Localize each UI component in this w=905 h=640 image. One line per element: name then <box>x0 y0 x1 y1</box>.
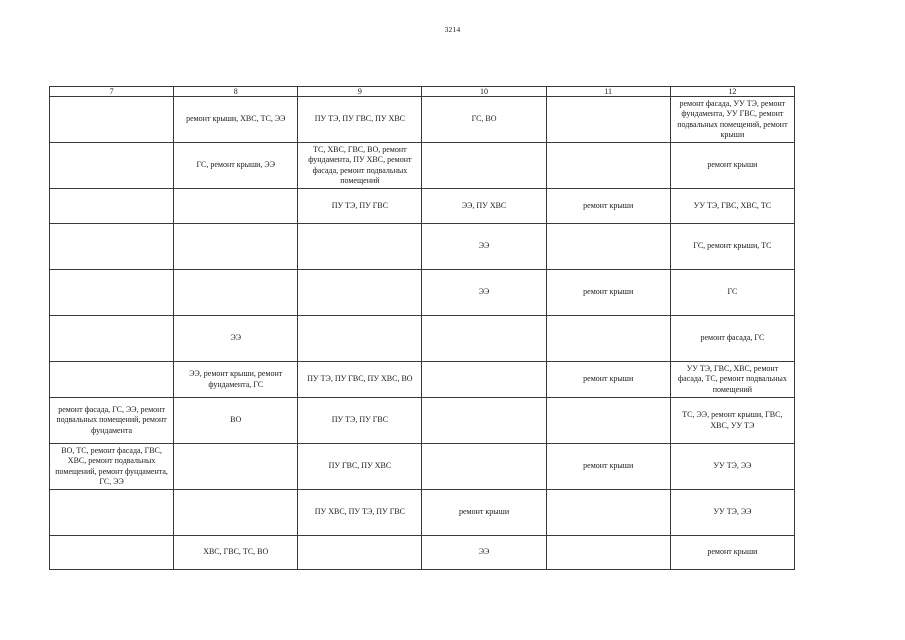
column-header: 10 <box>422 87 546 97</box>
column-header: 9 <box>298 87 422 97</box>
table-cell <box>546 490 670 536</box>
table-row <box>50 536 795 570</box>
table-cell <box>50 143 174 189</box>
table-header-row <box>50 87 795 97</box>
table-cell: ГС <box>670 270 794 316</box>
table-cell: УУ ТЭ, ГВС, ХВС, ТС <box>670 189 794 224</box>
table-cell: ремонт крыши <box>422 490 546 536</box>
table-row <box>50 97 795 143</box>
table-row <box>50 189 795 224</box>
repair-table <box>49 86 795 570</box>
table-cell <box>422 362 546 398</box>
table-cell <box>50 224 174 270</box>
table-row <box>50 444 795 490</box>
table-cell: ПУ ТЭ, ПУ ГВС <box>298 398 422 444</box>
column-header: 12 <box>670 87 794 97</box>
table-cell <box>546 316 670 362</box>
table-cell <box>174 444 298 490</box>
table-row <box>50 362 795 398</box>
table-row <box>50 398 795 444</box>
table-cell <box>298 224 422 270</box>
table-cell <box>422 444 546 490</box>
table-row <box>50 490 795 536</box>
table-cell: ЭЭ <box>422 224 546 270</box>
table-cell <box>422 143 546 189</box>
table-cell: ремонт фасада, ГС <box>670 316 794 362</box>
table-cell: ремонт фасада, УУ ТЭ, ремонт фундамента, УУ ГВС, ремонт подвальных помещений, ремонт крыши <box>670 97 794 143</box>
table-cell: ремонт крыши <box>546 362 670 398</box>
page-number: 3214 <box>444 25 461 34</box>
table-cell <box>422 398 546 444</box>
table-cell: ЭЭ <box>422 536 546 570</box>
table-cell: УУ ТЭ, ЭЭ <box>670 490 794 536</box>
table-cell: ПУ ТЭ, ПУ ГВС, ПУ ХВС <box>298 97 422 143</box>
table-row <box>50 224 795 270</box>
table-cell <box>174 189 298 224</box>
table-cell: ГС, ремонт крыши, ЭЭ <box>174 143 298 189</box>
table-cell <box>174 490 298 536</box>
table-cell: ремонт крыши <box>670 536 794 570</box>
table-cell <box>50 362 174 398</box>
table-cell: ЭЭ <box>422 270 546 316</box>
column-header: 8 <box>174 87 298 97</box>
table-cell: ГС, ВО <box>422 97 546 143</box>
table-cell: ТС, ЭЭ, ремонт крыши, ГВС, ХВС, УУ ТЭ <box>670 398 794 444</box>
table-cell <box>174 224 298 270</box>
table-cell: ЭЭ <box>174 316 298 362</box>
table-cell <box>50 97 174 143</box>
table-cell <box>546 97 670 143</box>
table-cell <box>546 143 670 189</box>
table-cell <box>546 224 670 270</box>
table-cell <box>298 536 422 570</box>
table-cell: ПУ ТЭ, ПУ ГВС, ПУ ХВС, ВО <box>298 362 422 398</box>
table-cell: ГС, ремонт крыши, ТС <box>670 224 794 270</box>
table-cell: ремонт крыши <box>670 143 794 189</box>
table-cell <box>422 316 546 362</box>
table-cell <box>298 316 422 362</box>
table-row <box>50 270 795 316</box>
table-cell: ВО, ТС, ремонт фасада, ГВС, ХВС, ремонт подвальных помещений, ремонт фундамента, ГС, ЭЭ <box>50 444 174 490</box>
table-row <box>50 143 795 189</box>
table-cell: ремонт крыши, ХВС, ТС, ЭЭ <box>174 97 298 143</box>
table-cell: ТС, ХВС, ГВС, ВО, ремонт фундамента, ПУ ХВС, ремонт фасада, ремонт подвальных помещений <box>298 143 422 189</box>
column-header: 11 <box>546 87 670 97</box>
table-cell <box>50 536 174 570</box>
table-cell <box>50 189 174 224</box>
table-cell: ПУ ГВС, ПУ ХВС <box>298 444 422 490</box>
table-cell <box>50 316 174 362</box>
table-cell: ПУ ХВС, ПУ ТЭ, ПУ ГВС <box>298 490 422 536</box>
table-cell <box>174 270 298 316</box>
table-cell: ПУ ТЭ, ПУ ГВС <box>298 189 422 224</box>
table-cell: УУ ТЭ, ЭЭ <box>670 444 794 490</box>
table-cell: ВО <box>174 398 298 444</box>
table-cell: ХВС, ГВС, ТС, ВО <box>174 536 298 570</box>
table-cell: ремонт крыши <box>546 189 670 224</box>
table-cell: ЭЭ, ремонт крыши, ремонт фундамента, ГС <box>174 362 298 398</box>
column-header: 7 <box>50 87 174 97</box>
table-row <box>50 316 795 362</box>
table-cell: ЭЭ, ПУ ХВС <box>422 189 546 224</box>
table-cell <box>298 270 422 316</box>
table-cell <box>50 490 174 536</box>
table-cell: ремонт фасада, ГС, ЭЭ, ремонт подвальных помещений, ремонт фундамента <box>50 398 174 444</box>
table-cell: ремонт крыши <box>546 270 670 316</box>
table-cell: УУ ТЭ, ГВС, ХВС, ремонт фасада, ТС, ремонт подвальных помещений <box>670 362 794 398</box>
table-cell <box>546 536 670 570</box>
table-cell <box>546 398 670 444</box>
table-cell <box>50 270 174 316</box>
table-cell: ремонт крыши <box>546 444 670 490</box>
